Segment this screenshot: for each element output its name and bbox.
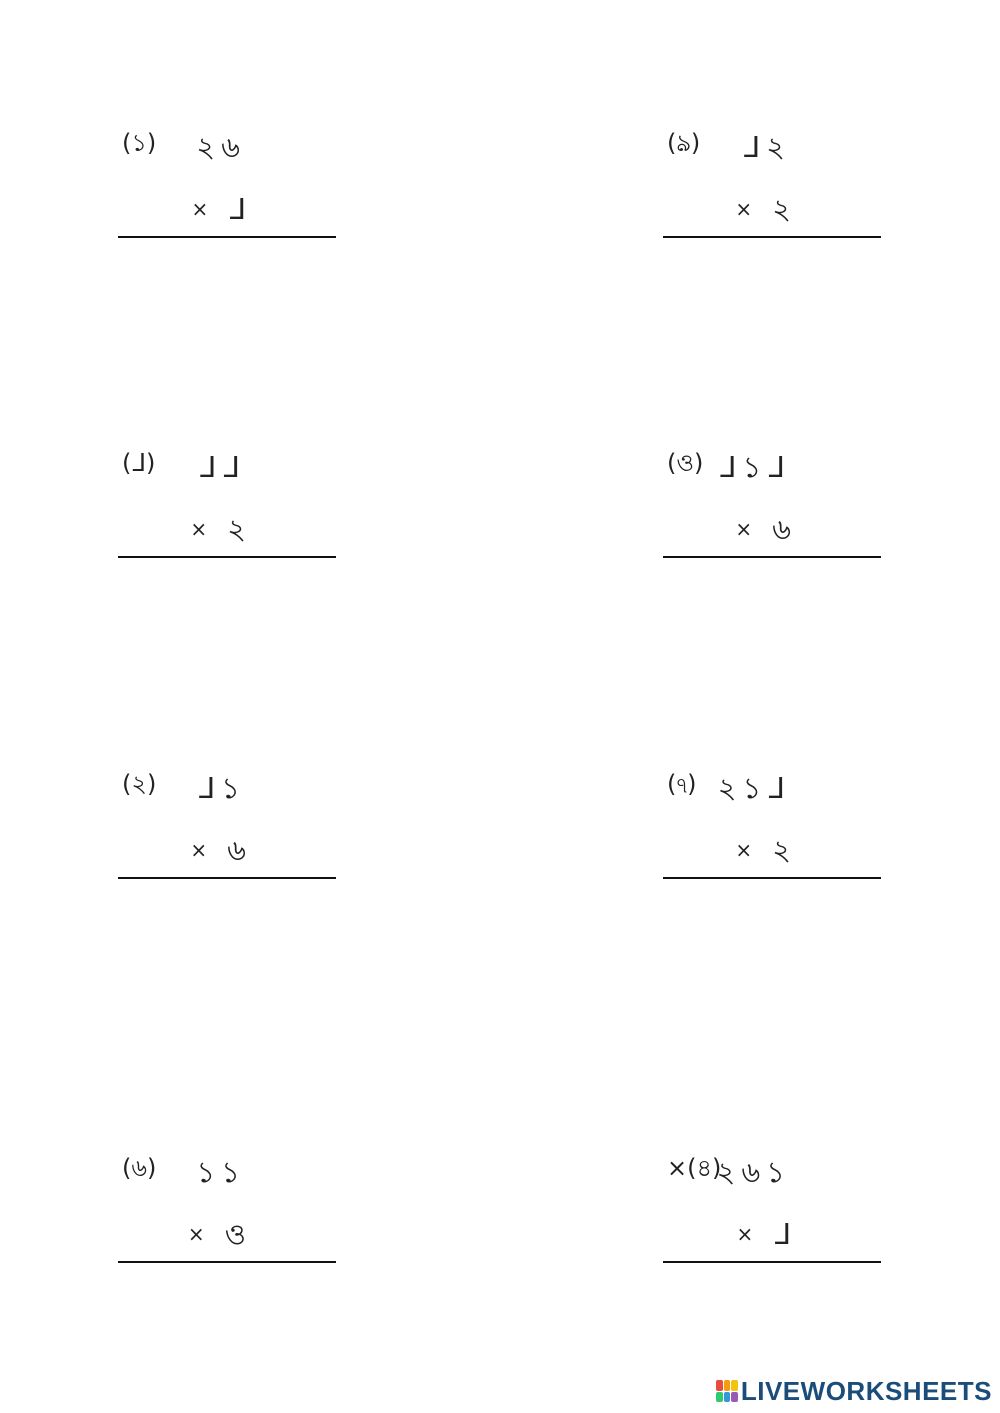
problem-number: (১): [122, 129, 157, 157]
problem-5: [663, 128, 881, 258]
multiplier-row: [188, 1217, 246, 1251]
multiplier-row: [735, 192, 791, 226]
multiplier: ২: [772, 833, 791, 867]
multiplicand: ২৬: [196, 130, 246, 164]
answer-line[interactable]: [118, 1261, 336, 1263]
answer-line[interactable]: [663, 236, 881, 238]
multiply-sign: ×: [190, 838, 208, 862]
problem-number: (২): [122, 770, 157, 798]
logo-block: [716, 1392, 723, 1403]
problem-2: [118, 448, 336, 578]
multiplier-row: [735, 833, 791, 867]
multiply-sign: ×: [735, 838, 753, 862]
problem-7: [663, 769, 881, 899]
multiply-sign: ×: [187, 1222, 205, 1246]
answer-line[interactable]: [118, 556, 336, 558]
multiply-sign: ×: [735, 517, 753, 541]
multiplicand: ২১ᒧ: [717, 771, 791, 805]
multiplicand: ᒧ১ᒧ: [718, 450, 791, 484]
problem-8: [663, 1153, 881, 1283]
multiplicand: ᒧ১: [197, 771, 246, 805]
problem-3: [118, 769, 336, 899]
logo-block: [724, 1392, 731, 1403]
answer-line[interactable]: [118, 236, 336, 238]
problem-4: [118, 1153, 336, 1283]
multiplier: ২: [772, 192, 791, 226]
multiplier: ২: [227, 512, 246, 546]
multiplier-row: [737, 1217, 791, 1251]
multiplicand: ২৬১: [716, 1155, 791, 1189]
multiplier: ৬: [772, 512, 791, 546]
problem-number: (৬): [122, 1154, 157, 1182]
multiplier-row: [192, 192, 246, 226]
liveworksheets-logo: [716, 1376, 992, 1406]
problem-1: [118, 128, 336, 258]
multiplier-row: [735, 512, 791, 546]
problem-number: (ও): [667, 449, 704, 477]
logo-blocks-icon: [716, 1380, 738, 1402]
logo-block: [716, 1380, 723, 1391]
multiplier: ও: [224, 1217, 246, 1251]
problem-6: [663, 448, 881, 578]
problem-number: (ᒧ): [122, 449, 156, 477]
logo-block: [731, 1380, 738, 1391]
multiplier: ᒧ: [773, 1217, 791, 1251]
problem-number: ×(৪): [667, 1154, 722, 1182]
logo-block: [724, 1380, 731, 1391]
logo-block: [731, 1392, 738, 1403]
answer-line[interactable]: [663, 1261, 881, 1263]
multiplicand: ᒧᒧ: [198, 450, 246, 484]
multiplier-row: [190, 512, 246, 546]
multiplicand: ᒧ২: [742, 130, 791, 164]
multiplier: ৬: [227, 833, 246, 867]
problem-number: (ঌ): [667, 129, 701, 157]
multiply-sign: ×: [191, 197, 209, 221]
brand-name: LIVEWORKSHEETS: [740, 1375, 992, 1406]
multiply-sign: ×: [735, 197, 753, 221]
answer-line[interactable]: [663, 556, 881, 558]
multiplier-row: [190, 833, 246, 867]
problem-number: (ঀ): [667, 770, 697, 798]
multiply-sign: ×: [736, 1222, 754, 1246]
multiplier: ᒧ: [228, 192, 246, 226]
answer-line[interactable]: [118, 877, 336, 879]
multiply-sign: ×: [190, 517, 208, 541]
multiplicand: ১১: [196, 1155, 246, 1189]
answer-line[interactable]: [663, 877, 881, 879]
